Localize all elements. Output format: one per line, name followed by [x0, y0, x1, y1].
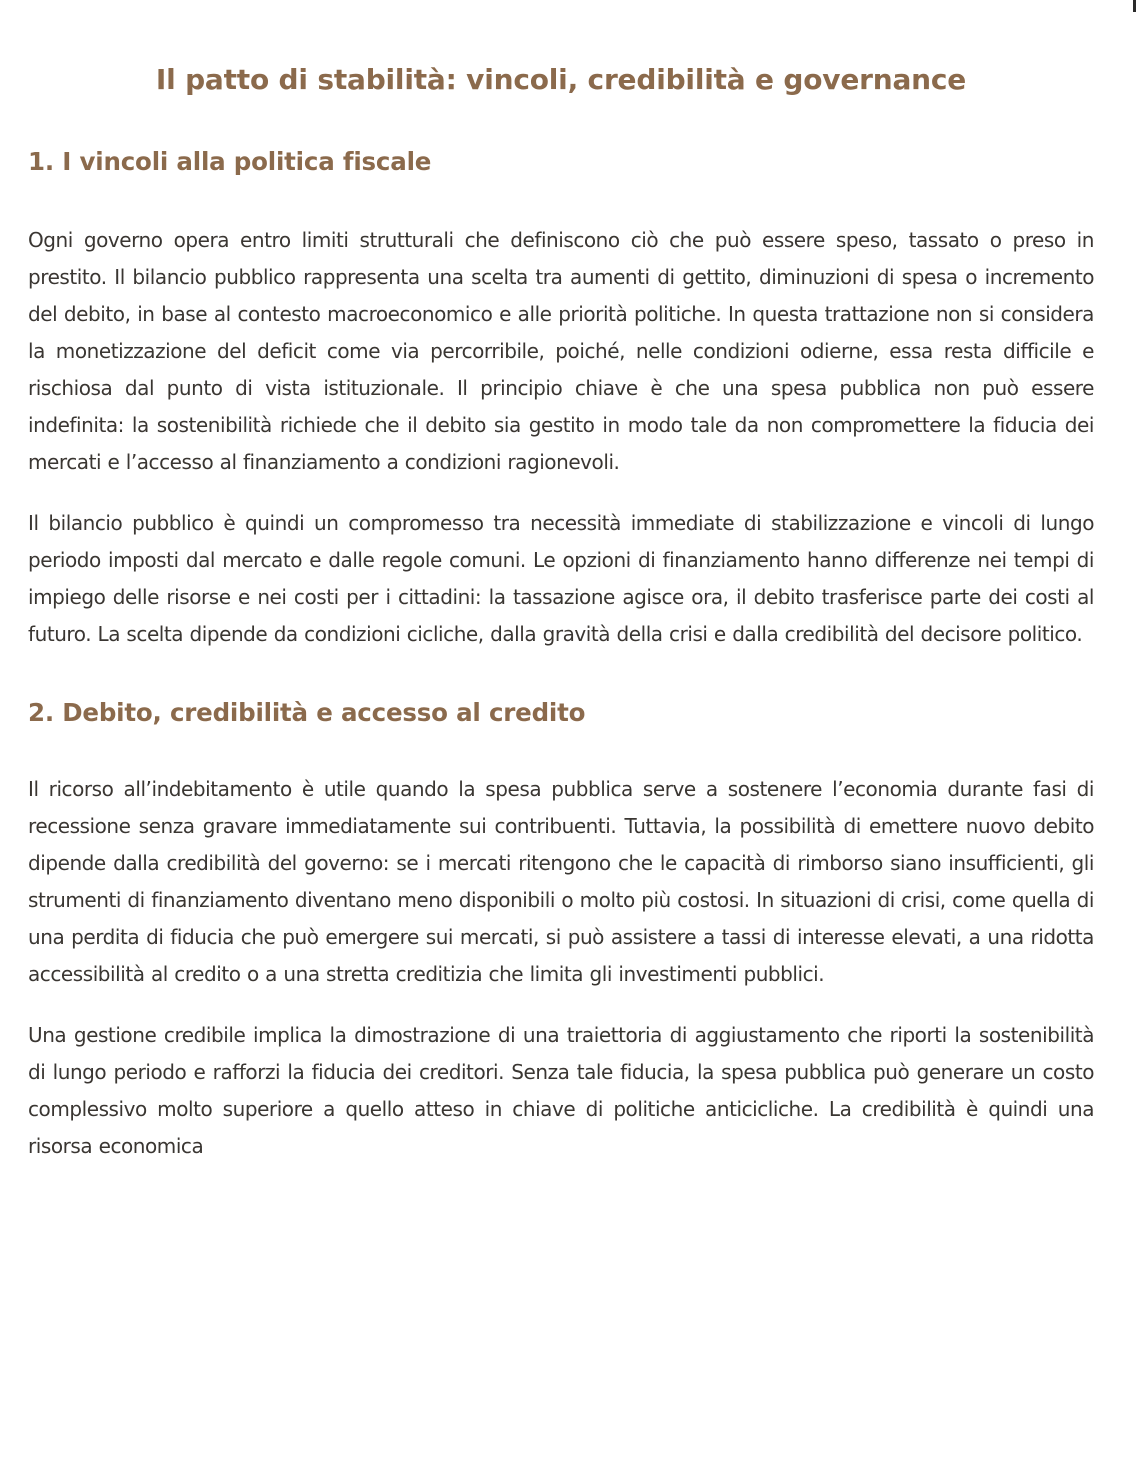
document-page: [28, 0, 1094, 1165]
section-heading-vincoli: 1. I vincoli alla politica fiscale: [28, 147, 432, 176]
document-title: Il patto di stabilità: vincoli, credibilità e governance: [155, 63, 967, 96]
paragraph: Una gestione credibile implica la dimostrazione di una traiettoria di aggiustamento che riporti la sostenibilità di lungo periodo e rafforzi la fiducia dei creditori. Senza tale fiducia, la spesa pubblica può generare un costo complessivo molto superiore a quello atteso in chiave di politiche anticicliche. La credibilità è quindi una risorsa economica: [28, 1023, 1094, 1158]
paragraph: Il ricorso all’indebitamento è utile quando la spesa pubblica serve a sostenere l’economia durante fasi di recessione senza gravare immediatamente sui contribuenti. Tuttavia, la possibilità di emettere nuovo debito dipende dalla credibilità del governo: se i mercati ritengono che le capacità di rimborso siano insufficienti, gli strumenti di finanziamento diventano meno disponibili o molto più costosi. In situazioni di crisi, come quella di una perdita di fiducia che può emergere sui mercati, si può assistere a tassi di interesse elevati, a una ridotta accessibilità al credito o a una stretta creditizia che limita gli investimenti pubblici.: [28, 777, 1094, 986]
paragraph: Il bilancio pubblico è quindi un compromesso tra necessità immediate di stabilizzazione e vincoli di lungo periodo imposti dal mercato e dalle regole comuni. Le opzioni di finanziamento hanno differenze nei tempi di impiego delle risorse e nei costi per i cittadini: la tassazione agisce ora, il debito trasferisce parte dei costi al futuro. La scelta dipende da condizioni cicliche, dalla gravità della crisi e dalla credibilità del decisore politico.: [28, 511, 1094, 646]
paragraph: Ogni governo opera entro limiti strutturali che definiscono ciò che può essere speso, tassato o preso in prestito. Il bilancio pubblico rappresenta una scelta tra aumenti di gettito, diminuzioni di spesa o incremento del debito, in base al contesto macroeconomico e alle priorità politiche. In questa trattazione non si considera la monetizzazione del deficit come via percorribile, poiché, nelle condizioni odierne, essa resta difficile e rischiosa dal punto di vista istituzionale. Il principio chiave è che una spesa pubblica non può essere indefinita: la sostenibilità richiede che il debito sia gestito in modo tale da non compromettere la fiducia dei mercati e l’accesso al finanziamento a condizioni ragionevoli.: [28, 228, 1094, 474]
section-heading-debito: 2. Debito, credibilità e accesso al credito: [28, 698, 586, 727]
window-corner: [1125, 0, 1136, 12]
